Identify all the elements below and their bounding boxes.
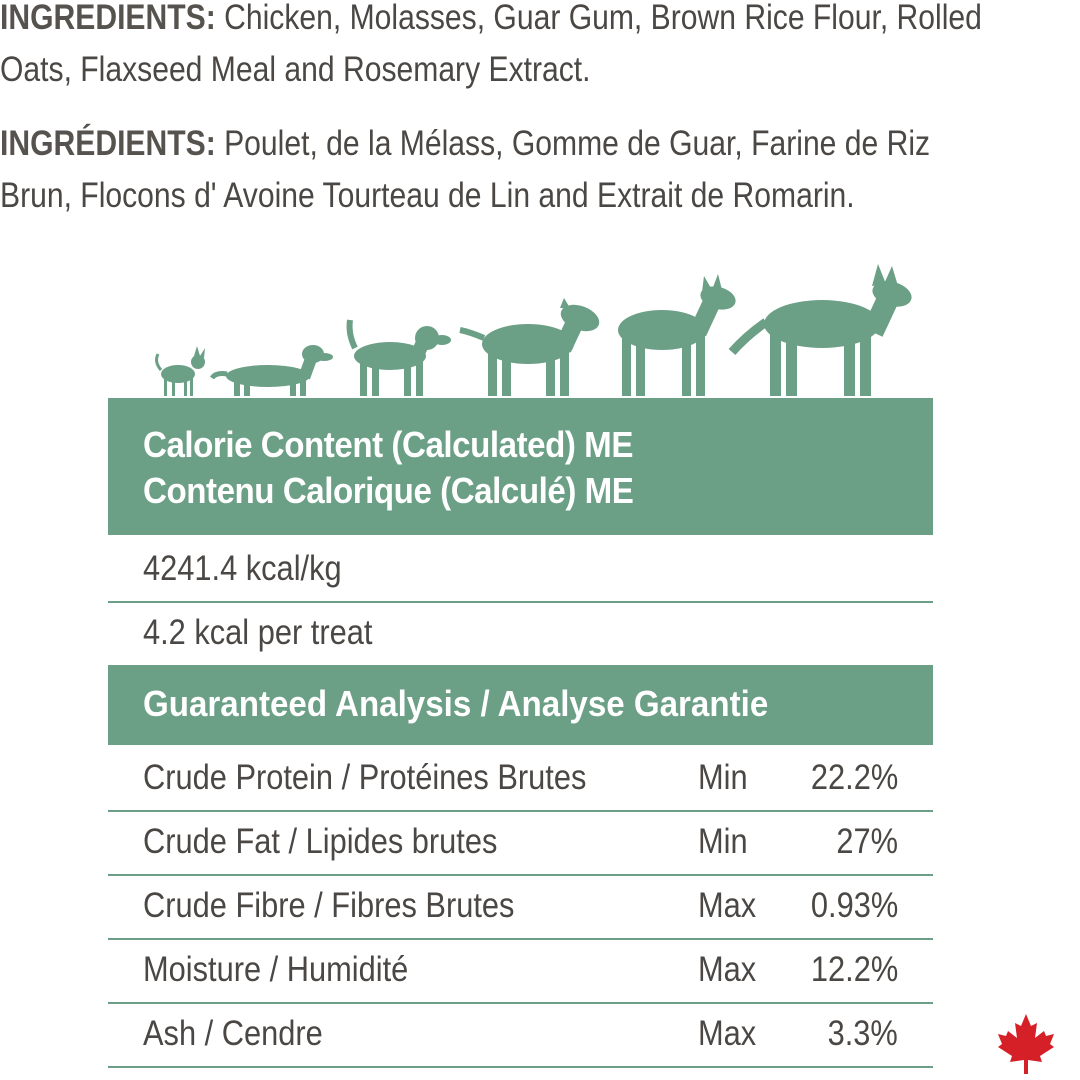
- pinscher-icon: [618, 274, 738, 396]
- analysis-value: 27%: [836, 822, 898, 861]
- analysis-label: Crude Fibre / Fibres Brutes: [143, 886, 515, 925]
- ingredients-french-label: INGRÉDIENTS:: [0, 124, 216, 163]
- calorie-header-english: Calorie Content (Calculated) ME: [143, 424, 633, 465]
- analysis-value: 22.2%: [810, 758, 898, 797]
- table-row: [108, 874, 933, 940]
- table-row: [108, 746, 933, 812]
- analysis-value: 0.93%: [810, 886, 898, 925]
- guaranteed-analysis-header: [108, 665, 933, 745]
- calorie-per-kg: 4241.4 kcal/kg: [143, 549, 342, 588]
- ingredients-english-text1: Chicken, Molasses, Guar Gum, Brown Rice Flour, Rolled: [215, 0, 982, 37]
- guaranteed-analysis-title: Guaranteed Analysis / Analyse Garantie: [143, 683, 769, 724]
- analysis-kind: Min: [698, 822, 748, 861]
- dog-silhouettes-icon: [150, 262, 920, 402]
- analysis-kind: Max: [698, 1014, 757, 1053]
- ingredients-french-line1: [0, 118, 1066, 170]
- analysis-kind: Max: [698, 886, 757, 925]
- calorie-per-kg-row: [108, 537, 933, 603]
- table-row: [108, 1002, 933, 1068]
- analysis-kind: Min: [698, 758, 748, 797]
- ingredients-english-line2: Oats, Flaxseed Meal and Rosemary Extract.: [0, 50, 591, 89]
- shepherd-icon: [732, 264, 914, 396]
- analysis-label: Crude Fat / Lipides brutes: [143, 822, 498, 861]
- terrier-icon: [350, 320, 451, 396]
- calorie-content-header: [108, 398, 933, 535]
- ingredients-french-text1: Poulet, de la Mélass, Gomme de Guar, Farine de Riz: [215, 124, 931, 163]
- ingredients-english-line1: [0, 0, 1066, 44]
- ingredients-english-label: INGREDIENTS:: [0, 0, 216, 37]
- analysis-label: Crude Protein / Protéines Brutes: [143, 758, 587, 797]
- analysis-value: 3.3%: [827, 1014, 898, 1053]
- analysis-kind: Max: [698, 950, 757, 989]
- maple-leaf-icon: [996, 1012, 1056, 1074]
- analysis-label: Moisture / Humidité: [143, 950, 409, 989]
- calorie-per-treat: 4.2 kcal per treat: [143, 613, 373, 652]
- bull-terrier-icon: [460, 298, 603, 396]
- chihuahua-icon: [157, 346, 205, 396]
- calorie-per-treat-row: [108, 601, 933, 667]
- table-row: [108, 938, 933, 1004]
- calorie-header-french: Contenu Calorique (Calculé) ME: [143, 470, 634, 511]
- analysis-label: Ash / Cendre: [143, 1014, 323, 1053]
- ingredients-french: [0, 118, 1066, 222]
- table-row: [108, 810, 933, 876]
- analysis-value: 12.2%: [810, 950, 898, 989]
- dachshund-icon: [212, 345, 333, 396]
- ingredients-french-line2: Brun, Flocons d' Avoine Tourteau de Lin and Extrait de Romarin.: [0, 176, 855, 215]
- ingredients-english: [0, 0, 1066, 96]
